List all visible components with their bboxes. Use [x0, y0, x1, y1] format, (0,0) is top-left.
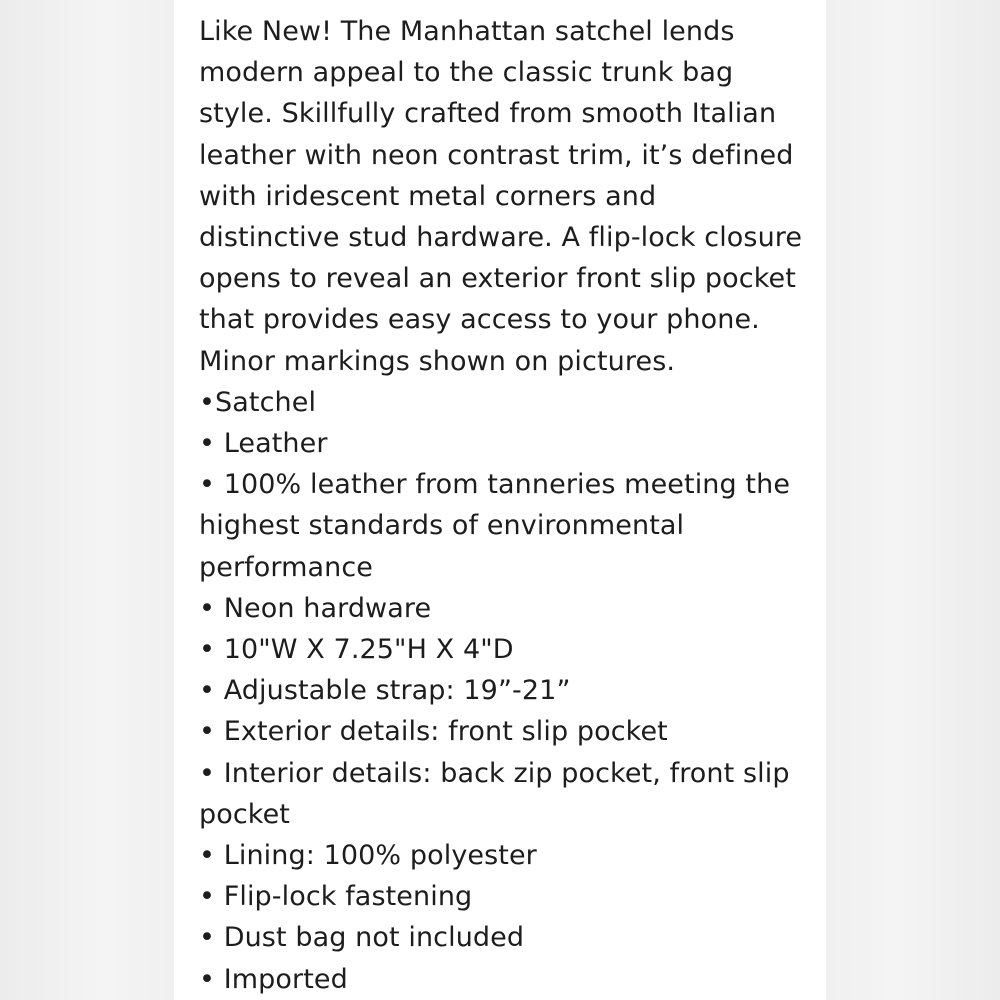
feature-bullet-tanneries-cont: performance: [199, 551, 374, 583]
description-line: distinctive stud hardware. A flip-lock closure: [199, 222, 803, 254]
description-line: style. Skillfully crafted from smooth Italian: [199, 98, 777, 130]
description-line: opens to reveal an exterior front slip pocket: [199, 263, 796, 295]
feature-bullet-exterior: • Exterior details: front slip pocket: [199, 716, 668, 748]
left-backdrop: [0, 0, 174, 1000]
feature-bullet-interior: • Interior details: back zip pocket, front slip: [199, 757, 790, 789]
description-line: Minor markings shown on pictures.: [199, 345, 676, 377]
feature-bullet-dimensions: • 10"W X 7.25"H X 4"D: [199, 634, 514, 666]
feature-bullet-hardware: • Neon hardware: [199, 592, 432, 624]
description-line: with iridescent metal corners and: [199, 180, 657, 212]
listing-description: [199, 11, 826, 1000]
feature-bullet-interior-cont: pocket: [199, 798, 290, 830]
feature-bullet-imported: • Imported: [199, 963, 348, 995]
description-line: that provides easy access to your phone.: [199, 304, 760, 336]
right-backdrop: [826, 0, 1000, 1000]
description-line: Like New! The Manhattan satchel lends: [199, 16, 735, 47]
feature-bullet-strap: • Adjustable strap: 19”-21”: [199, 675, 571, 707]
feature-bullet-fastening: • Flip-lock fastening: [199, 881, 473, 913]
description-line: modern appeal to the classic trunk bag: [199, 57, 734, 89]
description-line: leather with neon contrast trim, it’s defined: [199, 139, 794, 171]
feature-bullet-dust-bag: • Dust bag not included: [199, 922, 525, 954]
feature-bullet-leather: • Leather: [199, 428, 328, 460]
feature-bullet-satchel: •Satchel: [199, 386, 317, 418]
description-panel: [174, 0, 826, 1000]
feature-bullet-lining: • Lining: 100% polyester: [199, 840, 537, 872]
feature-bullet-tanneries-cont: highest standards of environmental: [199, 510, 685, 542]
feature-bullet-tanneries: • 100% leather from tanneries meeting the: [199, 469, 791, 501]
